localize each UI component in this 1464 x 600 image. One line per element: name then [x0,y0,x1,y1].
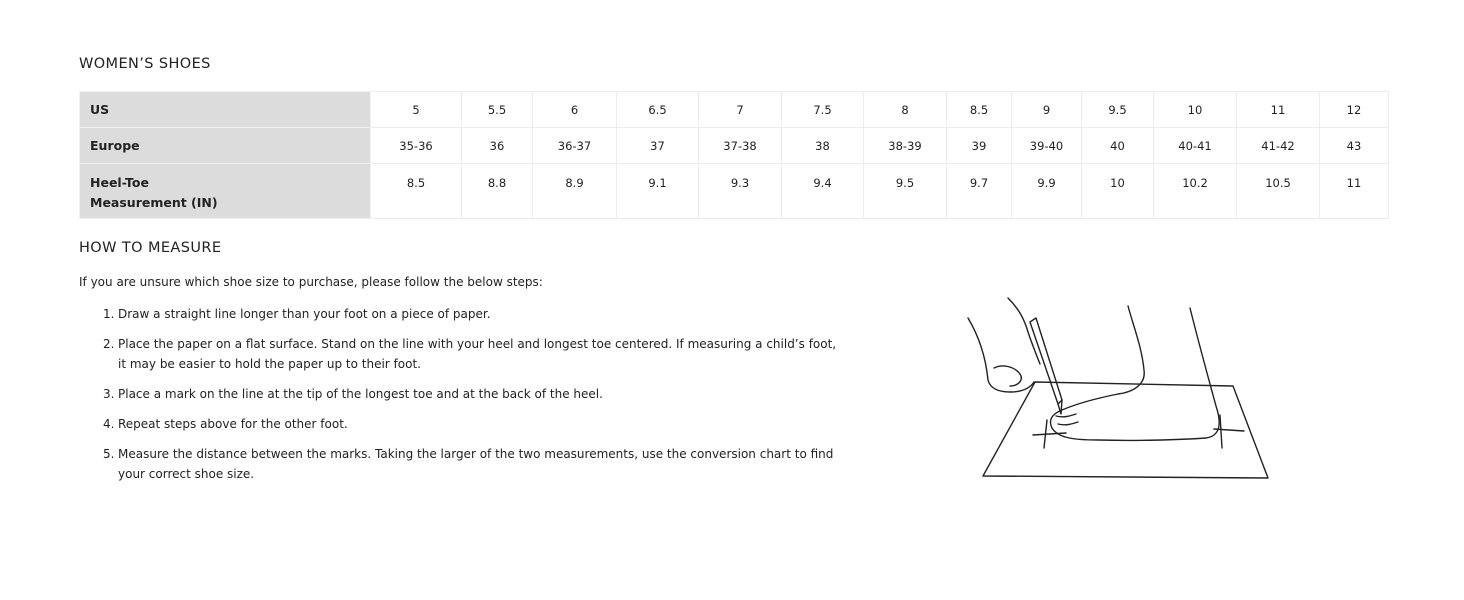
foot-measure-illustration-icon [958,288,1278,488]
table-cell: 9.5 [864,164,947,219]
table-cell: 8 [864,92,947,128]
table-cell: 37-38 [699,128,782,164]
table-row-us [80,92,1389,128]
table-cell: 37 [617,128,699,164]
toe-line [1056,414,1076,417]
step-text: Place the paper on a flat surface. Stand on the line with your heel and longest toe centered. If measuring a child’s foot, it may be easier to hold the paper up to their foot. [118,337,837,371]
table-cell: 8.5 [371,164,462,219]
step-text: Draw a straight line longer than your foot on a piece of paper. [118,307,491,321]
step-number: 4. [103,417,115,431]
row-label-line2: Measurement (IN) [90,195,218,210]
table-cell: 5.5 [462,92,533,128]
table-cell: 9.5 [1082,92,1154,128]
step-number: 3. [103,387,115,401]
table-cell: 38 [782,128,864,164]
table-cell: 38-39 [864,128,947,164]
table-cell: 7 [699,92,782,128]
row-label-heel-toe [80,164,371,219]
finger-outline [994,366,1021,386]
womens-shoes-title: WOMEN’S SHOES [79,56,211,72]
table-cell: 9 [1012,92,1082,128]
table-cell: 43 [1320,128,1389,164]
step-number: 5. [103,447,115,461]
table-cell: 35-36 [371,128,462,164]
how-to-measure-title: HOW TO MEASURE [79,240,222,256]
list-item [103,384,843,404]
hand-outline [968,318,1034,392]
table-cell: 9.1 [617,164,699,219]
step-text: Measure the distance between the marks. Taking the larger of the two measurements, use the conversion chart to find your correct shoe size. [118,447,834,481]
list-item [103,304,843,324]
table-cell: 39 [947,128,1012,164]
foot-outline [1050,306,1219,440]
table-cell: 10 [1154,92,1237,128]
table-cell: 36 [462,128,533,164]
row-label-us: US [80,92,371,128]
table-cell: 8.8 [462,164,533,219]
list-item [103,334,843,374]
step-text: Repeat steps above for the other foot. [118,417,348,431]
table-row-heel-toe [80,164,1389,219]
table-cell: 9.3 [699,164,782,219]
toe-line [1058,422,1078,425]
table-cell: 8.9 [533,164,617,219]
list-item [103,444,843,484]
table-row-europe [80,128,1389,164]
table-cell: 12 [1320,92,1389,128]
table-cell: 11 [1237,92,1320,128]
heel-mark-cross [1220,415,1222,448]
table-cell: 6 [533,92,617,128]
table-cell: 5 [371,92,462,128]
table-cell: 7.5 [782,92,864,128]
table-cell: 40 [1082,128,1154,164]
row-label-line1: Heel-Toe [90,175,149,190]
step-text: Place a mark on the line at the tip of the longest toe and at the back of the heel. [118,387,603,401]
table-cell: 10 [1082,164,1154,219]
table-cell: 10.5 [1237,164,1320,219]
intro-text: If you are unsure which shoe size to purchase, please follow the below steps: [79,275,543,289]
table-cell: 36-37 [533,128,617,164]
table-cell: 11 [1320,164,1389,219]
table-cell: 9.7 [947,164,1012,219]
table-cell: 9.4 [782,164,864,219]
table-cell: 8.5 [947,92,1012,128]
table-cell: 10.2 [1154,164,1237,219]
steps-list [103,304,843,494]
table-cell: 6.5 [617,92,699,128]
row-label-europe: Europe [80,128,371,164]
table-cell: 41-42 [1237,128,1320,164]
step-number: 2. [103,337,115,351]
table-cell: 9.9 [1012,164,1082,219]
pencil [1030,318,1062,404]
table-cell: 39-40 [1012,128,1082,164]
hand-outline [1008,298,1040,364]
table-cell: 40-41 [1154,128,1237,164]
size-conversion-table [79,91,1389,219]
step-number: 1. [103,307,115,321]
list-item [103,414,843,434]
